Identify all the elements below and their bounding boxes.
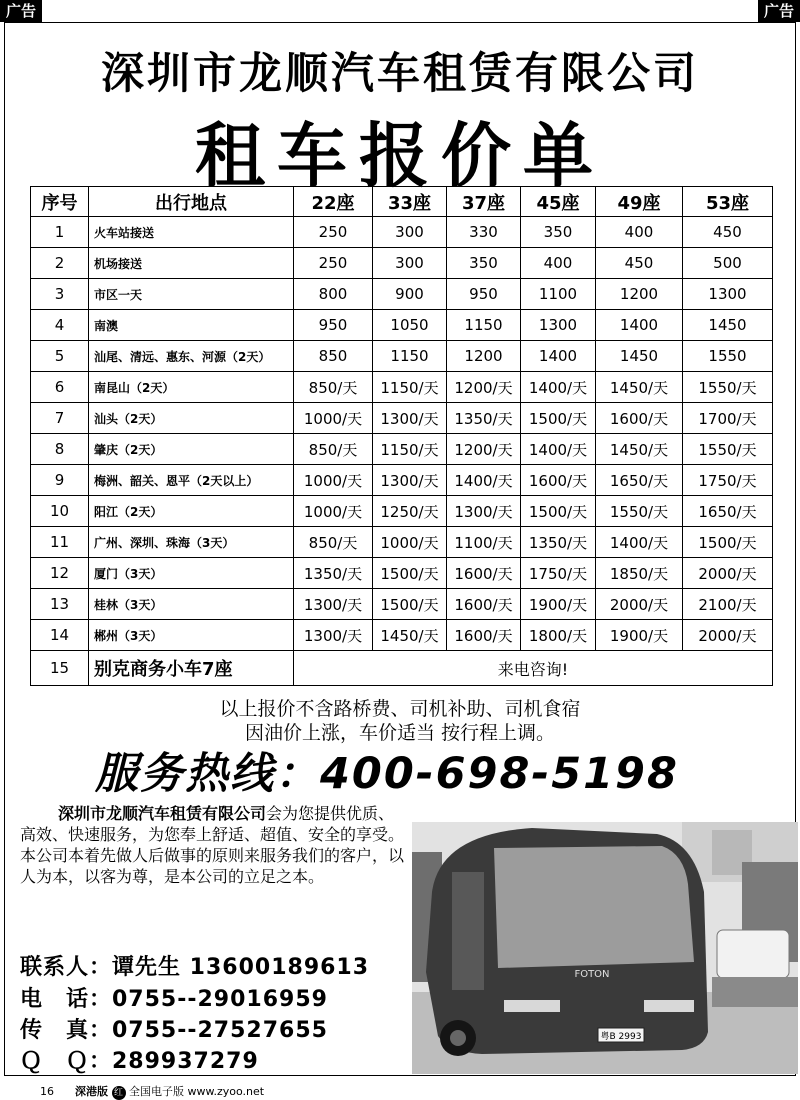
table-header-row (31, 187, 773, 217)
page-footer (40, 1083, 264, 1100)
price-cell: 1000/天 (294, 403, 373, 434)
table-row (31, 527, 773, 558)
price-cell: 1500/天 (373, 589, 447, 620)
row-number: 2 (31, 248, 89, 279)
price-cell: 1200 (447, 341, 521, 372)
price-cell: 1500/天 (521, 403, 596, 434)
row-number: 14 (31, 620, 89, 651)
table-row (31, 434, 773, 465)
price-cell: 1300 (683, 279, 773, 310)
table-header-cell: 22座 (294, 187, 373, 217)
price-note-2: 因油价上涨，车价适当 按行程上调。 (244, 722, 556, 744)
contact-fax: 传 真：0755--27527655 (20, 1018, 328, 1043)
price-cell: 1300/天 (373, 465, 447, 496)
price-cell: 850/天 (294, 527, 373, 558)
price-cell: 1400/天 (521, 434, 596, 465)
row-number: 11 (31, 527, 89, 558)
route-name: 厦门（3天） (89, 558, 294, 589)
route-name: 南澳 (89, 310, 294, 341)
table-header-cell: 45座 (521, 187, 596, 217)
price-cell: 450 (683, 217, 773, 248)
price-cell: 1250/天 (373, 496, 447, 527)
table-row (31, 403, 773, 434)
price-cell: 1100 (521, 279, 596, 310)
price-cell: 1600/天 (447, 620, 521, 651)
route-name: 汕尾、清远、惠东、河源（2天） (89, 341, 294, 372)
price-cell: 850/天 (294, 372, 373, 403)
price-cell: 1550 (683, 341, 773, 372)
price-cell: 1200/天 (447, 434, 521, 465)
price-cell: 1050 (373, 310, 447, 341)
row-number: 9 (31, 465, 89, 496)
price-cell: 1100/天 (447, 527, 521, 558)
price-cell: 1750/天 (683, 465, 773, 496)
row-number: 8 (31, 434, 89, 465)
doc-title: 租车报价单 (195, 115, 605, 197)
price-cell: 1150/天 (373, 372, 447, 403)
price-cell: 1550/天 (596, 496, 683, 527)
price-cell: 1650/天 (596, 465, 683, 496)
price-cell: 1450 (683, 310, 773, 341)
price-cell: 1300/天 (447, 496, 521, 527)
table-header-cell: 33座 (373, 187, 447, 217)
bus-brand-text: FOTON (574, 969, 610, 980)
price-cell: 1600/天 (447, 589, 521, 620)
route-name: 梅洲、韶关、恩平（2天以上） (89, 465, 294, 496)
row-number: 15 (31, 651, 89, 686)
table-row (31, 310, 773, 341)
bus-photo (412, 822, 798, 1074)
price-cell: 2100/天 (683, 589, 773, 620)
route-name: 别克商务小车7座 (89, 651, 294, 686)
price-cell: 350 (447, 248, 521, 279)
edition-badge-icon: 红 (112, 1086, 126, 1100)
price-cell: 1900/天 (521, 589, 596, 620)
company-intro (20, 803, 405, 887)
table-header-cell: 序号 (31, 187, 89, 217)
price-cell: 1600/天 (521, 465, 596, 496)
price-cell: 1300/天 (294, 589, 373, 620)
page-number: 16 (40, 1085, 54, 1098)
price-cell: 1000/天 (294, 465, 373, 496)
contact-person: 联系人：谭先生 13600189613 (20, 955, 370, 980)
table-row (31, 248, 773, 279)
price-cell: 1600/天 (596, 403, 683, 434)
route-name: 郴州（3天） (89, 620, 294, 651)
price-cell: 1350/天 (521, 527, 596, 558)
price-cell: 950 (447, 279, 521, 310)
price-cell: 300 (373, 217, 447, 248)
table-row (31, 589, 773, 620)
ad-label-left: 广告 (0, 0, 42, 22)
table-header-cell: 37座 (447, 187, 521, 217)
price-cell: 1400/天 (447, 465, 521, 496)
price-cell: 1400/天 (596, 527, 683, 558)
price-cell: 2000/天 (683, 558, 773, 589)
route-name: 汕头（2天） (89, 403, 294, 434)
route-name: 桂林（3天） (89, 589, 294, 620)
price-cell: 1450/天 (373, 620, 447, 651)
price-cell: 300 (373, 248, 447, 279)
price-cell: 1400 (521, 341, 596, 372)
route-name: 南昆山（2天） (89, 372, 294, 403)
ad-label-right: 广告 (758, 0, 800, 22)
price-cell: 1400/天 (521, 372, 596, 403)
price-cell: 1600/天 (447, 558, 521, 589)
intro-text: 会为您提供优质、高效、快速服务，为您奉上舒适、超值、安全的享受。本公司本着先做人后做事的原则来服务我们的客户，以人为本，以客为尊，是本公司的立足之本。 (20, 804, 405, 886)
price-cell: 1500/天 (373, 558, 447, 589)
price-cell: 1350/天 (447, 403, 521, 434)
row-number: 3 (31, 279, 89, 310)
price-cell: 250 (294, 217, 373, 248)
table-row (31, 465, 773, 496)
price-cell: 1750/天 (521, 558, 596, 589)
row-number: 5 (31, 341, 89, 372)
table-header-cell: 53座 (683, 187, 773, 217)
route-name: 广州、深圳、珠海（3天） (89, 527, 294, 558)
price-cell: 330 (447, 217, 521, 248)
price-cell: 1700/天 (683, 403, 773, 434)
price-cell: 1150 (447, 310, 521, 341)
table-row (31, 341, 773, 372)
row-number: 12 (31, 558, 89, 589)
price-cell: 850/天 (294, 434, 373, 465)
price-cell: 2000/天 (683, 620, 773, 651)
contact-phone: 电 话：0755--29016959 (20, 987, 328, 1012)
row-number: 1 (31, 217, 89, 248)
service-hotline: 服务热线：400-698-5198 (95, 749, 679, 799)
table-row (31, 651, 773, 686)
route-name: 机场接送 (89, 248, 294, 279)
price-note-1: 以上报价不含路桥费、司机补助、司机食宿 (219, 698, 581, 720)
table-row (31, 620, 773, 651)
price-cell: 400 (521, 248, 596, 279)
price-cell: 1900/天 (596, 620, 683, 651)
price-cell: 1000/天 (373, 527, 447, 558)
intro-company-name: 深圳市龙顺汽车租赁有限公司 (58, 804, 267, 823)
row-number: 6 (31, 372, 89, 403)
price-cell: 1200 (596, 279, 683, 310)
price-cell: 500 (683, 248, 773, 279)
table-row (31, 372, 773, 403)
price-cell: 1300/天 (373, 403, 447, 434)
price-cell: 950 (294, 310, 373, 341)
price-table (30, 186, 773, 686)
price-cell: 900 (373, 279, 447, 310)
price-cell: 1800/天 (521, 620, 596, 651)
inquiry-note: 来电咨询! (294, 651, 773, 686)
row-number: 13 (31, 589, 89, 620)
table-row (31, 558, 773, 589)
price-cell: 1200/天 (447, 372, 521, 403)
price-cell: 1550/天 (683, 372, 773, 403)
table-body (31, 217, 773, 686)
table-row (31, 279, 773, 310)
price-cell: 1350/天 (294, 558, 373, 589)
table-header-cell: 49座 (596, 187, 683, 217)
route-name: 肇庆（2天） (89, 434, 294, 465)
price-cell: 1300 (521, 310, 596, 341)
price-cell: 1150/天 (373, 434, 447, 465)
price-cell: 1850/天 (596, 558, 683, 589)
company-name: 深圳市龙顺汽车租赁有限公司 (101, 49, 699, 99)
bus-plate-text: 粤B 2993 (600, 1032, 642, 1042)
price-cell: 1300/天 (294, 620, 373, 651)
price-cell: 1450 (596, 341, 683, 372)
price-cell: 1450/天 (596, 434, 683, 465)
site-url: 全国电子版 www.zyoo.net (129, 1085, 265, 1098)
price-cell: 1400 (596, 310, 683, 341)
row-number: 7 (31, 403, 89, 434)
contact-qq: Ｑ Ｑ：289937279 (20, 1049, 259, 1074)
row-number: 10 (31, 496, 89, 527)
route-name: 市区一天 (89, 279, 294, 310)
price-cell: 800 (294, 279, 373, 310)
table-row (31, 217, 773, 248)
price-cell: 2000/天 (596, 589, 683, 620)
price-cell: 1500/天 (683, 527, 773, 558)
table-header-cell: 出行地点 (89, 187, 294, 217)
route-name: 火车站接送 (89, 217, 294, 248)
route-name: 阳江（2天） (89, 496, 294, 527)
price-cell: 1500/天 (521, 496, 596, 527)
price-cell: 1650/天 (683, 496, 773, 527)
table-row (31, 496, 773, 527)
price-cell: 850 (294, 341, 373, 372)
row-number: 4 (31, 310, 89, 341)
price-cell: 250 (294, 248, 373, 279)
price-cell: 1000/天 (294, 496, 373, 527)
price-cell: 400 (596, 217, 683, 248)
price-cell: 450 (596, 248, 683, 279)
price-cell: 350 (521, 217, 596, 248)
edition-label: 深港版 (75, 1085, 108, 1098)
price-cell: 1450/天 (596, 372, 683, 403)
price-cell: 1150 (373, 341, 447, 372)
price-cell: 1550/天 (683, 434, 773, 465)
